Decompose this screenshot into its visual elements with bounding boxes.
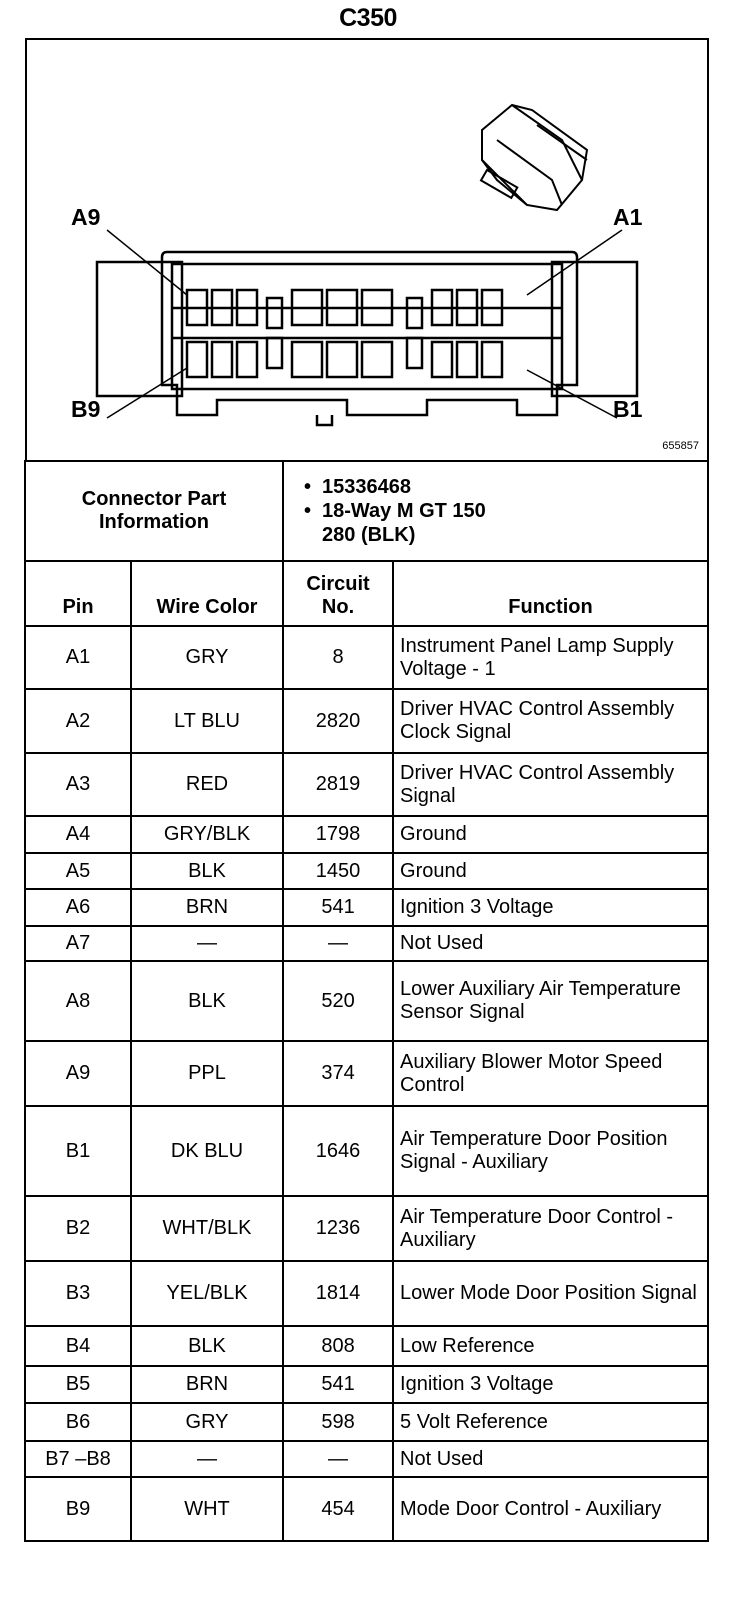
table-row: [25, 926, 708, 961]
function-cell: Not Used: [393, 926, 708, 961]
function-cell: Low Reference: [393, 1326, 708, 1366]
circuit-no-cell: 1646: [283, 1106, 393, 1196]
wire-color-cell: LT BLU: [131, 689, 283, 753]
pin-cell: A1: [25, 626, 131, 689]
pinout-table: [24, 460, 709, 1542]
function-cell: Driver HVAC Control Assembly Clock Signal: [393, 689, 708, 753]
wire-color-cell: RED: [131, 753, 283, 816]
connector-face-drawing: [27, 40, 707, 460]
pin-cell: B4: [25, 1326, 131, 1366]
pin-cell: A8: [25, 961, 131, 1041]
header-wire-color: Wire Color: [131, 561, 283, 626]
wire-color-cell: BRN: [131, 889, 283, 926]
wire-color-cell: DK BLU: [131, 1106, 283, 1196]
pin-cell: A4: [25, 816, 131, 853]
figure-id: 655857: [662, 440, 699, 452]
pin-label-b1: B1: [613, 396, 643, 422]
circuit-no-cell: 2819: [283, 753, 393, 816]
pin-cell: A5: [25, 853, 131, 889]
wire-color-cell: GRY/BLK: [131, 816, 283, 853]
circuit-no-cell: 541: [283, 889, 393, 926]
pin-label-a1: A1: [613, 204, 643, 230]
table-row: [25, 1041, 708, 1106]
function-cell: Driver HVAC Control Assembly Signal: [393, 753, 708, 816]
table-row: [25, 1261, 708, 1326]
pin-cell: A7: [25, 926, 131, 961]
wire-color-cell: —: [131, 1441, 283, 1477]
table-row: [25, 626, 708, 689]
function-cell: Air Temperature Door Position Signal - Auxiliary: [393, 1106, 708, 1196]
table-row: [25, 1441, 708, 1477]
wire-color-cell: BLK: [131, 853, 283, 889]
table-row: [25, 1366, 708, 1403]
wire-color-cell: PPL: [131, 1041, 283, 1106]
header-function: Function: [393, 561, 708, 626]
header-pin: Pin: [25, 561, 131, 626]
wire-color-cell: —: [131, 926, 283, 961]
pin-cell: A6: [25, 889, 131, 926]
connector-info-row: [25, 461, 708, 561]
pin-cell: A2: [25, 689, 131, 753]
connector-info-item: • 15336468: [304, 476, 411, 498]
connector-info-items: [283, 461, 708, 561]
table-row: [25, 1477, 708, 1541]
wire-color-cell: WHT: [131, 1477, 283, 1541]
function-cell: Lower Mode Door Position Signal: [393, 1261, 708, 1326]
circuit-no-cell: 598: [283, 1403, 393, 1441]
connector-isometric-icon: [481, 105, 587, 210]
connector-figure: [25, 38, 709, 462]
header-circuit-no: Circuit No.: [283, 561, 393, 626]
circuit-no-cell: —: [283, 1441, 393, 1477]
table-row: [25, 816, 708, 853]
pin-cell: B9: [25, 1477, 131, 1541]
function-cell: Ground: [393, 816, 708, 853]
wire-color-cell: GRY: [131, 1403, 283, 1441]
pin-cell: B6: [25, 1403, 131, 1441]
function-cell: Ignition 3 Voltage: [393, 889, 708, 926]
pin-cell: B7 –B8: [25, 1441, 131, 1477]
circuit-no-cell: 1236: [283, 1196, 393, 1261]
circuit-no-cell: 1798: [283, 816, 393, 853]
pin-cell: B3: [25, 1261, 131, 1326]
pin-cell: B5: [25, 1366, 131, 1403]
function-cell: Lower Auxiliary Air Temperature Sensor Signal: [393, 961, 708, 1041]
wire-color-cell: GRY: [131, 626, 283, 689]
table-row: [25, 1196, 708, 1261]
pin-label-b9: B9: [71, 396, 101, 422]
function-cell: Auxiliary Blower Motor Speed Control: [393, 1041, 708, 1106]
circuit-no-cell: 1814: [283, 1261, 393, 1326]
wire-color-cell: YEL/BLK: [131, 1261, 283, 1326]
pin-cell: B1: [25, 1106, 131, 1196]
table-row: [25, 689, 708, 753]
pin-label-a9: A9: [71, 204, 101, 230]
circuit-no-cell: 1450: [283, 853, 393, 889]
function-cell: Not Used: [393, 1441, 708, 1477]
circuit-no-cell: 374: [283, 1041, 393, 1106]
circuit-no-cell: 2820: [283, 689, 393, 753]
table-row: [25, 961, 708, 1041]
circuit-no-cell: 8: [283, 626, 393, 689]
table-row: [25, 1106, 708, 1196]
table-row: [25, 753, 708, 816]
connector-info-item: • 18-Way M GT 150 280 (BLK): [304, 500, 486, 546]
wire-color-cell: BLK: [131, 961, 283, 1041]
function-cell: Ground: [393, 853, 708, 889]
function-cell: Ignition 3 Voltage: [393, 1366, 708, 1403]
pin-cell: B2: [25, 1196, 131, 1261]
table-row: [25, 1326, 708, 1366]
function-cell: Air Temperature Door Control - Auxiliary: [393, 1196, 708, 1261]
circuit-no-cell: 454: [283, 1477, 393, 1541]
connector-info-label: Connector Part Information: [25, 461, 283, 561]
pin-cavities-row-b: [187, 338, 502, 377]
function-cell: Mode Door Control - Auxiliary: [393, 1477, 708, 1541]
pin-cell: A3: [25, 753, 131, 816]
circuit-no-cell: —: [283, 926, 393, 961]
function-cell: 5 Volt Reference: [393, 1403, 708, 1441]
table-header-row: [25, 561, 708, 626]
connector-body: [97, 252, 637, 425]
wire-color-cell: BRN: [131, 1366, 283, 1403]
circuit-no-cell: 520: [283, 961, 393, 1041]
function-cell: Instrument Panel Lamp Supply Voltage - 1: [393, 626, 708, 689]
circuit-no-cell: 541: [283, 1366, 393, 1403]
wire-color-cell: BLK: [131, 1326, 283, 1366]
wire-color-cell: WHT/BLK: [131, 1196, 283, 1261]
circuit-no-cell: 808: [283, 1326, 393, 1366]
pin-cell: A9: [25, 1041, 131, 1106]
table-row: [25, 1403, 708, 1441]
table-row: [25, 853, 708, 889]
table-row: [25, 889, 708, 926]
connector-title: C350: [339, 4, 397, 32]
